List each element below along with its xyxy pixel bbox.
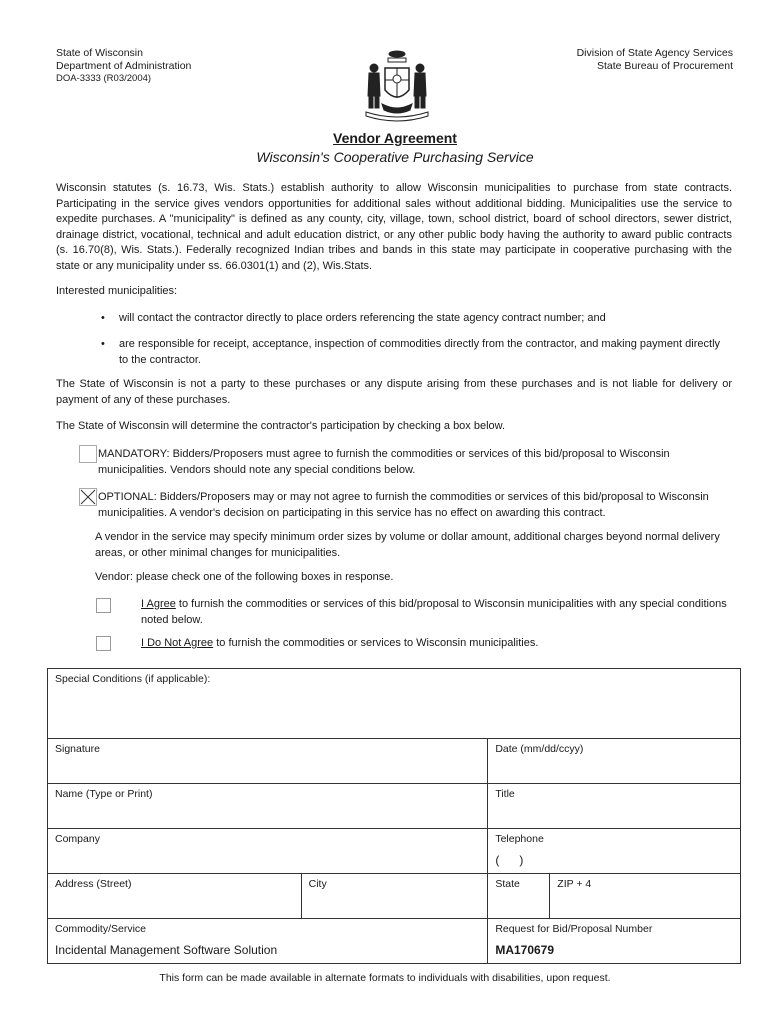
zip-label: ZIP + 4 <box>557 878 592 890</box>
rfb-field[interactable] <box>488 919 741 964</box>
commodity-field[interactable] <box>48 919 488 964</box>
determination-paragraph: The State of Wisconsin will determine the contractor's participation by checking a box below. <box>56 420 506 432</box>
bullet-item: will contact the contractor directly to place orders referencing the state agency contract number; and <box>119 312 606 324</box>
mandatory-checkbox[interactable] <box>79 445 97 463</box>
checkbox-x-icon <box>80 489 96 505</box>
name-label: Name (Type or Print) <box>55 788 153 800</box>
header-bureau: State Bureau of Procurement <box>597 60 733 72</box>
special-conditions-field[interactable] <box>48 669 741 739</box>
company-label: Company <box>55 833 100 845</box>
disagree-description: to furnish the commodities or services to Wisconsin municipalities. <box>213 637 539 649</box>
minimum-order-paragraph: A vendor in the service may specify minimum order sizes by volume or dollar amount, additional charges beyond normal delivery areas, or other minimal changes for municipalities. <box>95 531 720 559</box>
bullet-item: are responsible for receipt, acceptance, inspection of commodities directly from the contractor, and making payment directly to the contractor. <box>119 338 721 366</box>
optional-text: OPTIONAL: Bidders/Proposers may or may not agree to furnish the commodities or services of this bid/proposal to Wisconsin municipalities. A vendor's decision on participating in this service has no effect on awarding this contract. <box>98 491 709 519</box>
company-field[interactable] <box>48 829 488 874</box>
agree-checkbox[interactable] <box>96 598 111 613</box>
agree-label: I Agree <box>141 598 176 610</box>
disagree-text <box>141 636 731 652</box>
rfb-label: Request for Bid/Proposal Number <box>495 923 653 935</box>
vendor-instruction: Vendor: please check one of the following boxes in response. <box>95 571 394 583</box>
special-conditions-label: Special Conditions (if applicable): <box>55 673 211 685</box>
interested-heading: Interested municipalities: <box>56 285 178 297</box>
header-form-number: DOA-3333 (R03/2004) <box>56 73 152 84</box>
agree-description: to furnish the commodities or services of this bid/proposal to Wisconsin municipalities with any special conditions noted below. <box>141 598 727 626</box>
telephone-label: Telephone <box>495 833 544 845</box>
wisconsin-seal-icon <box>358 48 436 122</box>
address-label: Address (Street) <box>55 878 132 890</box>
city-field[interactable] <box>301 874 488 919</box>
title-label: Title <box>495 788 515 800</box>
page-subtitle: Wisconsin's Cooperative Purchasing Service <box>256 149 534 165</box>
header-department: Department of Administration <box>56 60 192 72</box>
agency-header-left <box>56 47 191 85</box>
rfb-value: MA170679 <box>495 943 555 957</box>
agency-header-right <box>577 47 733 73</box>
zip-field[interactable] <box>550 874 741 919</box>
date-field[interactable] <box>488 739 741 784</box>
telephone-field[interactable] <box>488 829 741 874</box>
telephone-value: ( ) <box>495 853 524 867</box>
intro-paragraph: Wisconsin statutes (s. 16.73, Wis. Stats.) establish authority to allow Wisconsin municipalities to purchase from state contracts. Participating in the service gives vendors opportunities for additional sales without additional bidding. Municipalities use the service to expedite purchases. A "municipality" is defined as any county, city, village, town, school district, board of school directors, sewer district, drainage district, vocational, technical and adult education district, or any other public body having the authority to award public contracts (s. 16.70(8), Wis. Stats.). Federally recognized Indian tribes and bands in this state may participate in cooperative purchasing with the state or any municipality under ss. 66.0301(1) and (2), Wis.Stats. <box>56 182 732 272</box>
state-label: State <box>495 878 520 890</box>
date-label: Date (mm/dd/ccyy) <box>495 743 584 755</box>
signature-label: Signature <box>55 743 100 755</box>
name-field[interactable] <box>48 784 488 829</box>
disagree-checkbox[interactable] <box>96 636 111 651</box>
page-title: Vendor Agreement <box>333 130 457 146</box>
liability-paragraph: The State of Wisconsin is not a party to these purchases or any dispute arising from these purchases and is not liable for delivery or payment of any of these purchases. <box>56 378 732 406</box>
header-division: Division of State Agency Services <box>576 47 733 59</box>
title-field[interactable] <box>488 784 741 829</box>
address-field[interactable] <box>48 874 302 919</box>
accessibility-footer: This form can be made available in alternate formats to individuals with disabilities, upon request. <box>159 972 611 984</box>
vendor-info-form <box>47 668 741 964</box>
state-field[interactable] <box>488 874 550 919</box>
mandatory-text: MANDATORY: Bidders/Proposers must agree to furnish the commodities or services of this bid/proposal to Wisconsin municipalities. Vendors should note any special conditions below. <box>98 448 670 476</box>
header-state: State of Wisconsin <box>56 47 143 59</box>
commodity-value: Incidental Management Software Solution <box>55 943 278 957</box>
optional-checkbox[interactable] <box>79 488 97 506</box>
disagree-label: I Do Not Agree <box>141 637 214 649</box>
commodity-label: Commodity/Service <box>55 923 147 935</box>
signature-field[interactable] <box>48 739 488 784</box>
city-label: City <box>308 878 327 890</box>
agree-text <box>141 597 731 628</box>
bullet-icon: • <box>101 338 105 350</box>
bullet-icon: • <box>101 312 105 324</box>
